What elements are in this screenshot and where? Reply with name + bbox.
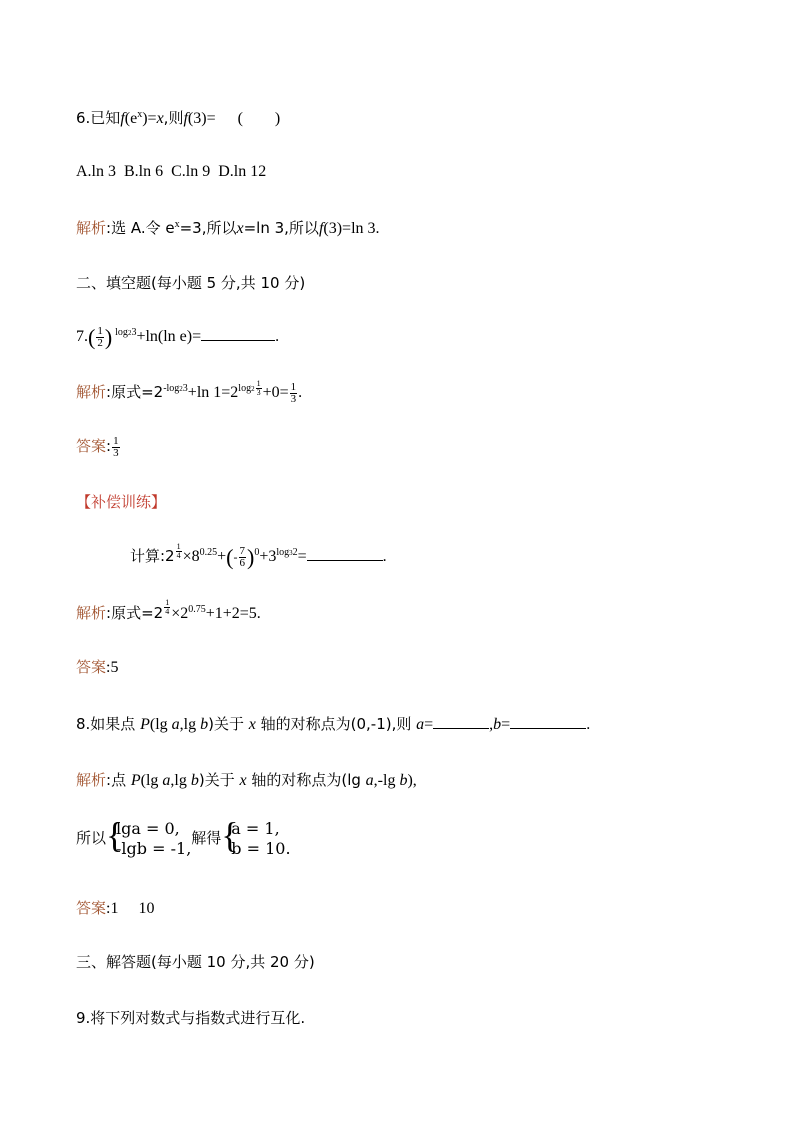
supplement-question: 计算:2 $^{\frac{1}{4}}$ $\times 8^{0.25}+(-$ $\frac{7}{6}$ )$^0+3^{log32}=$ . [130,541,387,570]
option-b: B.ln 6 [124,163,164,180]
solution-label: 解析 [76,771,107,789]
option-c: C.ln 9 [171,163,211,180]
answer-blank [307,546,383,561]
supplement-solution: 解析:原式=2 $^{\frac{1}{4}}$ $\times 2^{0.75}+1+2=5$. [76,598,261,622]
answer-blank [201,326,275,341]
q8-system: 所以 { lga = 0, -lgb = -1, 解得 { a = 1, b = 10. [76,815,291,859]
supplement-title: 【补偿训练】 [76,493,167,511]
q6-options [76,162,266,182]
option-d: D.ln 12 [218,163,267,180]
answer-label: 答案 [76,437,107,456]
section-2-title: 二、填空题(每小题 5 分,共 10 分) [76,274,306,292]
solution-label: 解析 [76,383,107,402]
equation-system-1: { lga = 0, -lgb = -1, [106,815,192,859]
option-a: A.ln 3 [76,163,116,180]
q8-stem: 8.如果点 P(lg a,lg b)关于 x 轴的对称点为(0,-1),则 a= ,b= . [76,715,591,733]
q7-solution: 解析:原式$=2^{-log23}+\ln$ $1=2^{log2 \frac{1}{3}}$ +0= $\frac{1}{3}$ . [76,379,303,405]
section-3-title: 三、解答题(每小题 10 分,共 20 分) [76,953,315,971]
supplement-answer: 答案:5 [76,658,119,676]
answer-label: 答案 [76,899,107,917]
answer-blank-a [433,714,489,729]
q6-stem: 6.已知$f(e^x)=x$,则f(3)= ( ) [76,109,281,127]
solution-label: 解析 [76,604,107,622]
q6-solution: 解析:选 A.令 $e^x=3$,所以x=ln 3,所以f(3)=ln 3. [76,219,380,237]
solution-label: 解析 [76,219,107,237]
equation-system-2: { a = 1, b = 10. [221,815,291,859]
q8-solution: 解析:点 P(lg a,lg b)关于 x 轴的对称点为(lg a,-lg b), [76,771,417,789]
q7-answer: 答案: $\frac{1}{3}$ [76,435,119,459]
answer-label: 答案 [76,658,107,676]
q7-stem: 7.( $\frac{1}{2}$ ) $^{log23}$+ln(ln e)= . [76,324,280,350]
answer-blank-b [510,714,586,729]
q9-stem: 9.将下列对数式与指数式进行互化. [76,1009,306,1027]
q8-answer: 答案:1 10 [76,899,155,917]
